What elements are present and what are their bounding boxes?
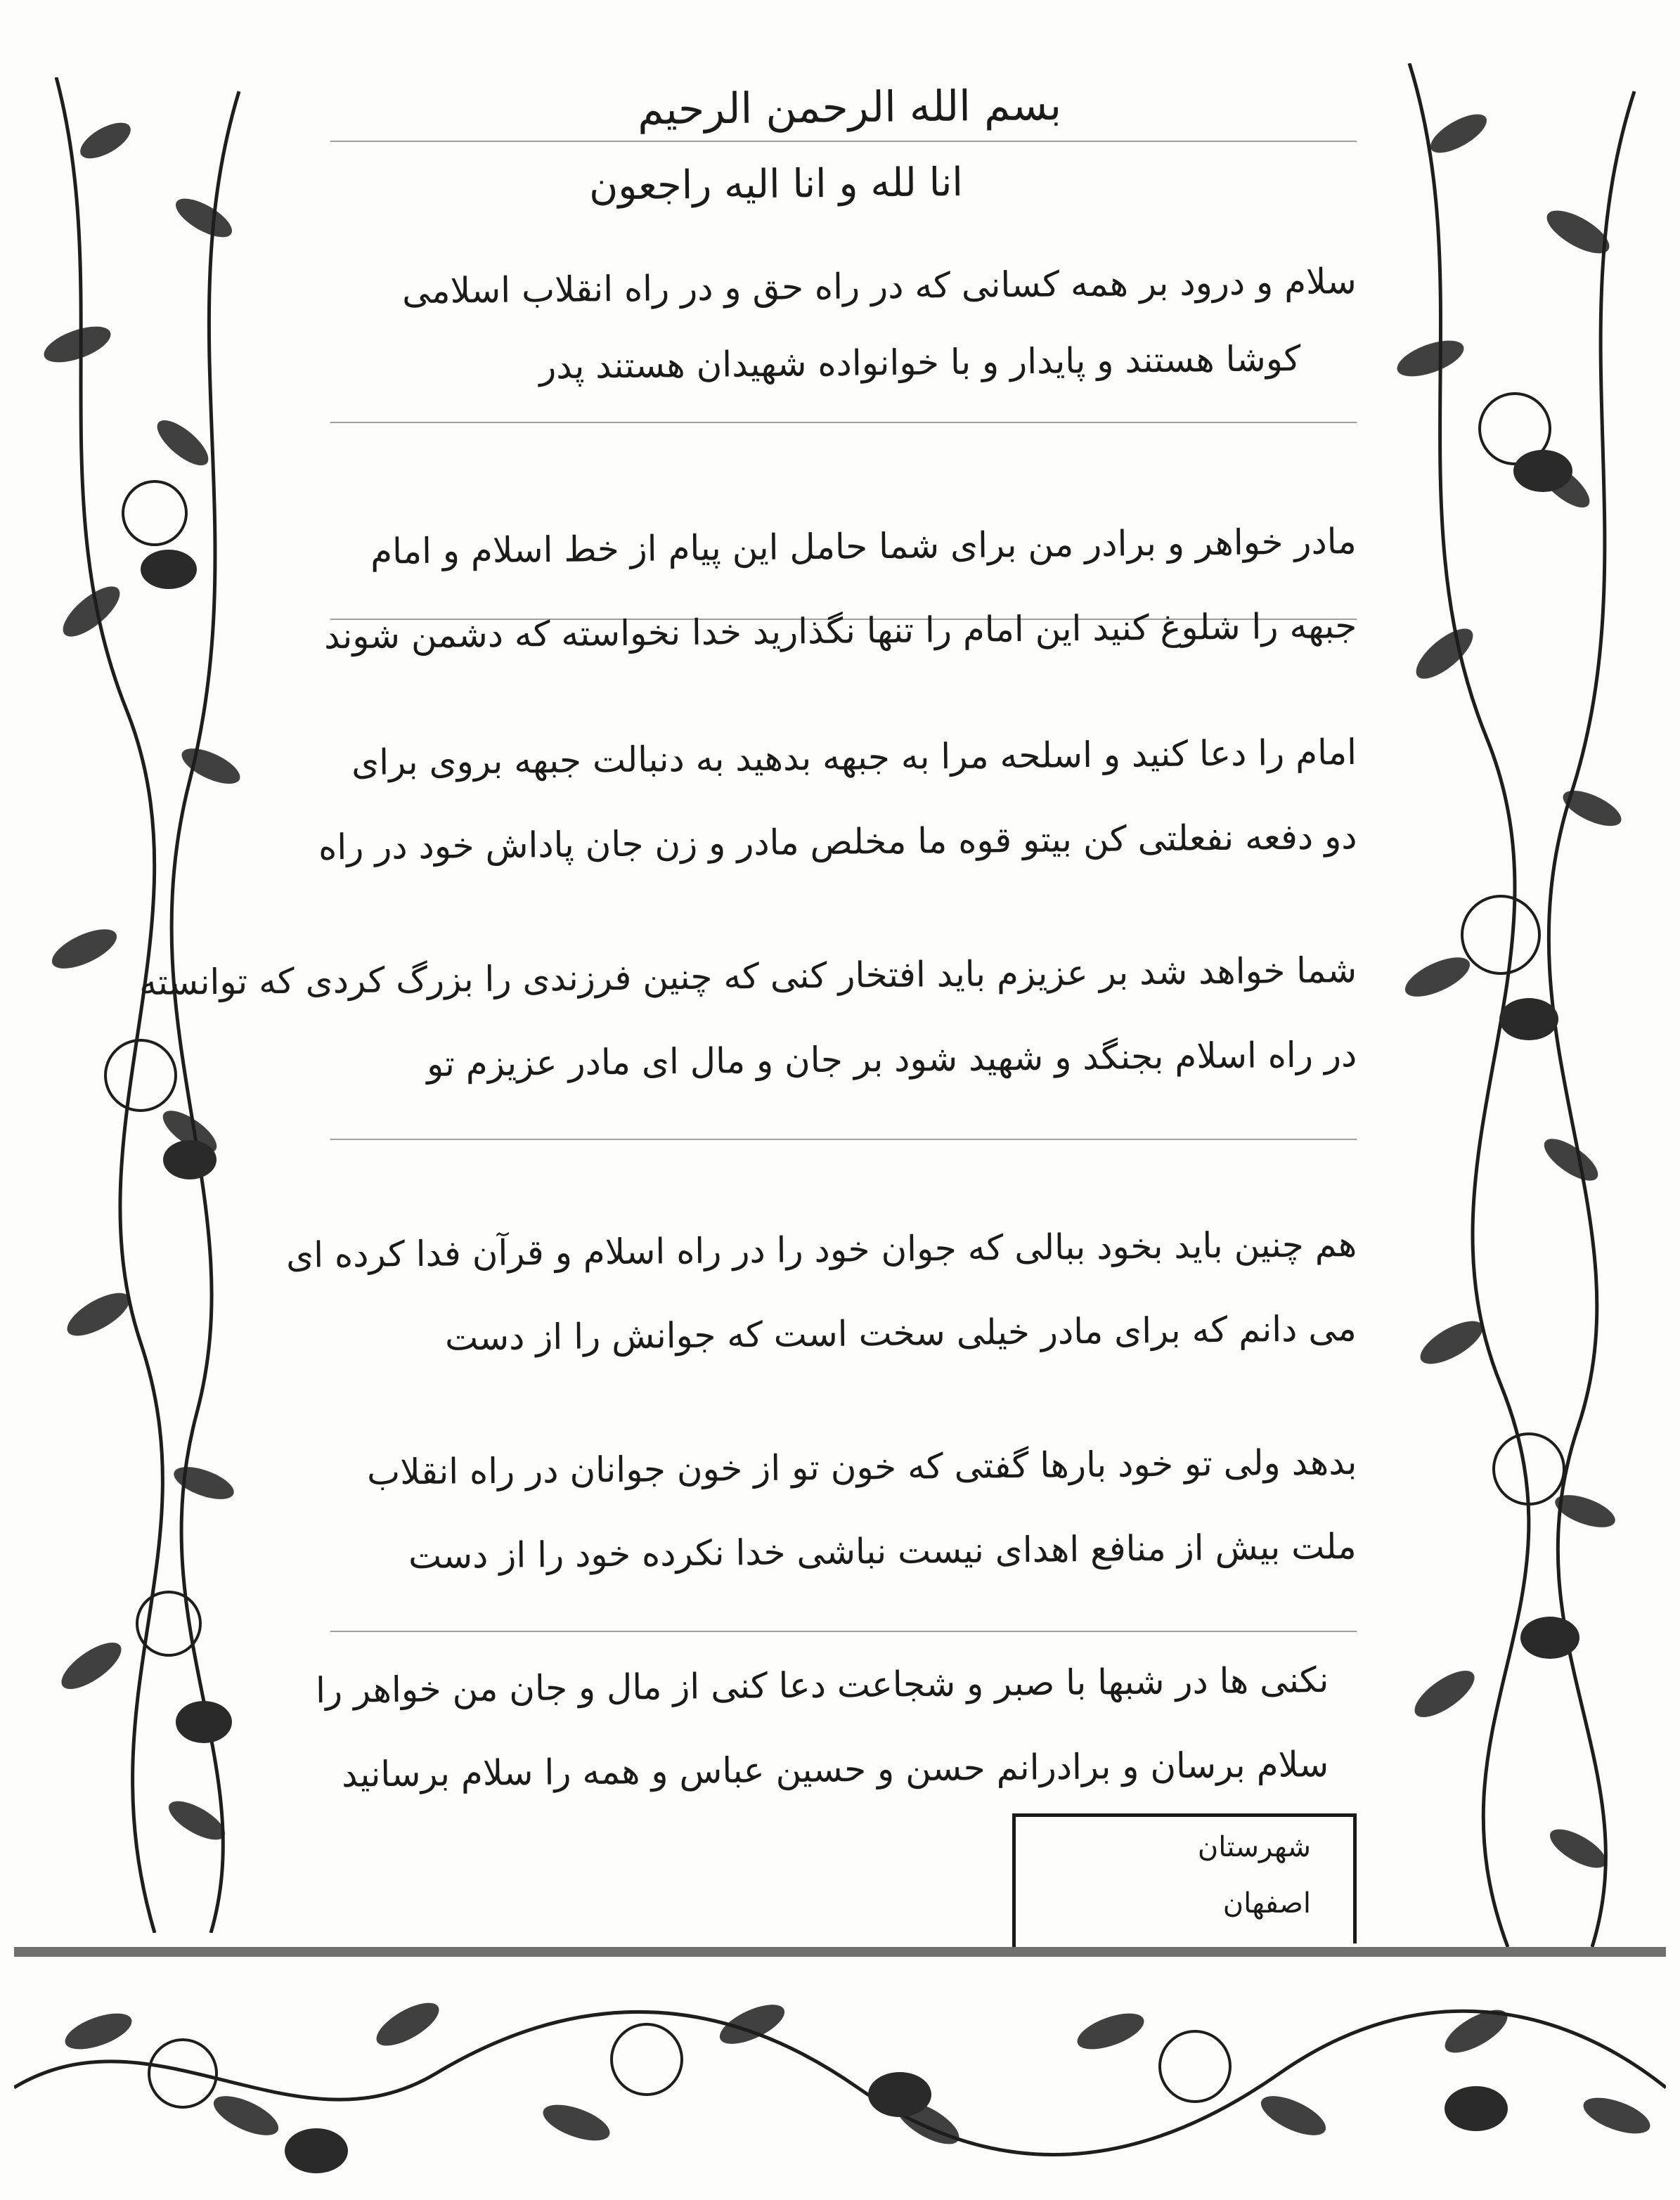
paragraph-line: سلام و درود بر همه کسانی که در راه حق و در راه انقلاب اسلامی [402,261,1357,312]
ruled-line [330,422,1357,423]
paragraph-line: دو دفعه نفعلتی کن بیتو قوه ما مخلص مادر و زن جان پاداش خود در راه [318,816,1357,868]
paragraph-line: مادر خواهر و برادر من برای شما حامل این پیام از خط اسلام و امام [370,521,1357,572]
letter-heading: بسم الله الرحمن الرحیم [637,81,1062,135]
ruled-line [330,141,1357,142]
stamp-city-label: شهرستان [1197,1831,1311,1863]
city-stamp [1012,1813,1357,1943]
paragraph-line: سلام برسان و برادرانم حسن و حسین عباس و همه را سلام برسانید [341,1744,1329,1795]
ruled-line [330,1631,1357,1632]
paragraph-line: می دانم که برای مادر خیلی سخت است که جوانش را از دست [445,1308,1357,1359]
paragraph-line: در راه اسلام بجنگد و شهید شود بر جان و مال ای مادر عزیزم تو [426,1034,1357,1085]
paragraph-line: امام را دعا کنید و اسلحه مرا به جبهه بدهید به دنبالت جبهه بروی برای [351,732,1357,783]
paragraph-line: کوشا هستند و پایدار و با خوانواده شهیدان هستند پدر [538,338,1301,387]
letter-verse: انا لله و انا الیه راجعون [588,160,964,209]
paragraph-line: شما خواهد شد بر عزیزم باید افتخار کنی که چنین فرزندی را بزرگ کردی که توانسته [138,950,1357,1004]
floral-border-left [28,77,281,1933]
ruled-line [330,1139,1357,1140]
paragraph-line: نکنی ها در شبها با صبر و شجاعت دعا کنی از مال و جان من خواهر را [315,1659,1329,1712]
stamp-city-name: اصفهان [1222,1887,1311,1920]
paragraph-line: جبهه را شلوغ کنید این امام را تنها نگذارید خدا نخواسته که دشمن شوند [323,605,1357,657]
paragraph-line: ملت بیش از منافع اهدای نیست نباشی خدا نکرده خود را از دست [408,1526,1357,1577]
paragraph-line: بدهد ولی تو خود بارها گفتی که خون تو از خون جوانان در راه انقلاب [366,1442,1357,1493]
floral-border-bottom [14,1947,1666,2193]
floral-border-right [1367,63,1669,1947]
paragraph-line: هم چنین باید بخود ببالی که جوان خود را در راه اسلام و قرآن فدا کرده ای [285,1224,1357,1276]
stamp-frame [1012,1813,1030,1947]
